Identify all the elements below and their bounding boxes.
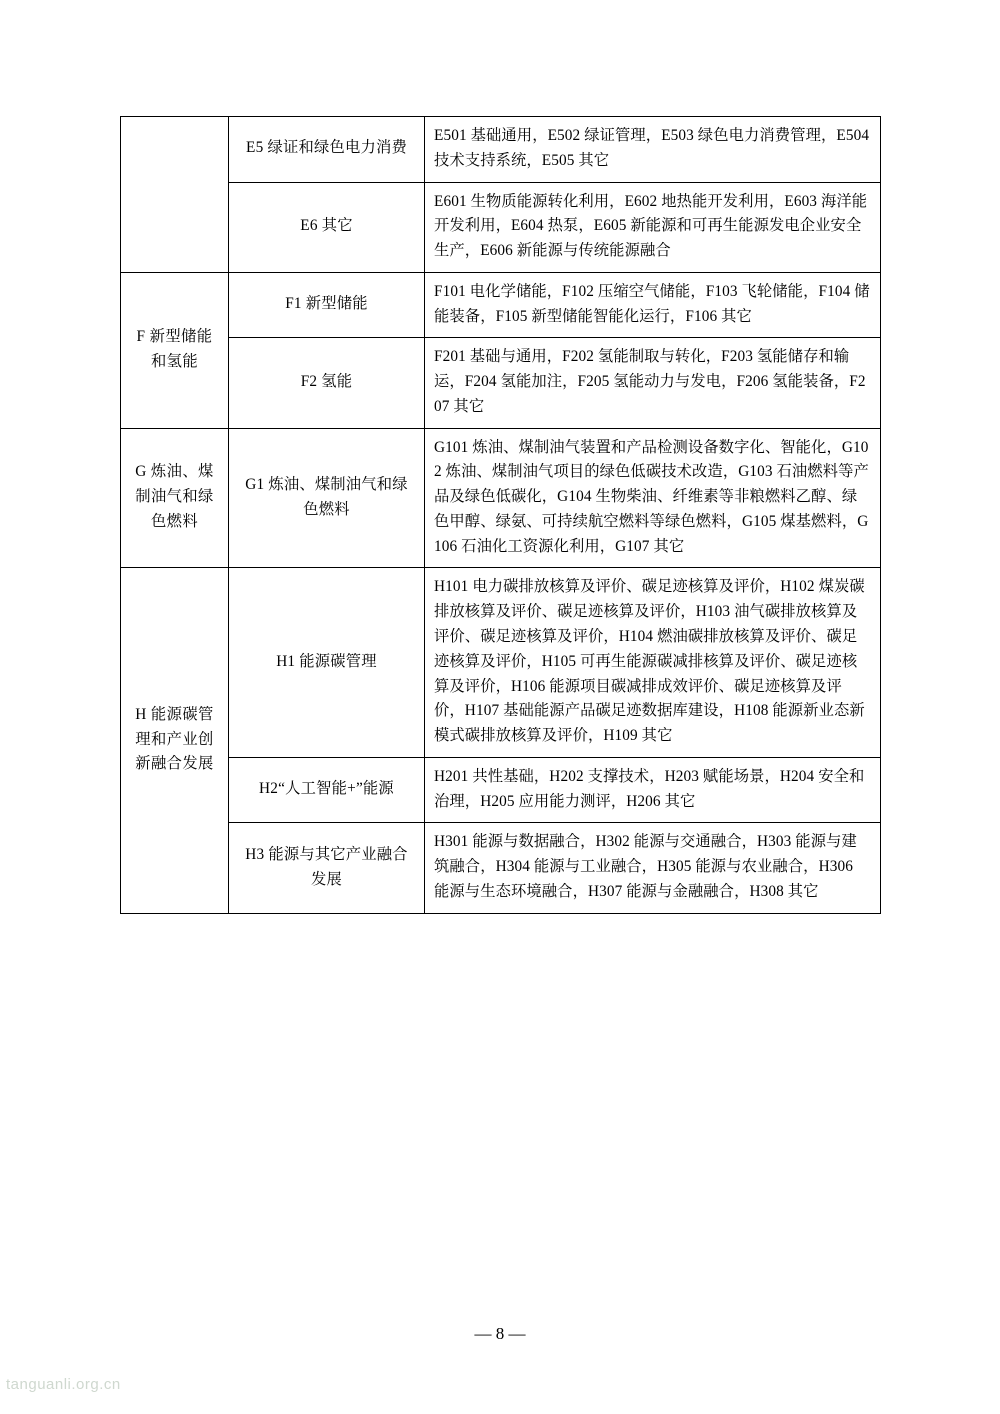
table-row	[121, 272, 881, 338]
items-cell-h3: H301 能源与数据融合，H302 能源与交通融合，H303 能源与建筑融合，H304 能源与工业融合，H305 能源与农业融合，H306 能源与生态环境融合，H307 能源与金融融合，H308 其它	[425, 823, 881, 913]
table-row	[121, 182, 881, 272]
subcategory-cell-f1: F1 新型储能	[229, 272, 425, 338]
category-cell-f: F 新型储能和氢能	[121, 272, 229, 428]
subcategory-cell-h3: H3 能源与其它产业融合发展	[229, 823, 425, 913]
table-row	[121, 338, 881, 428]
subcategory-cell-e5: E5 绿证和绿色电力消费	[229, 117, 425, 183]
table-row	[121, 428, 881, 568]
subcategory-cell-g1: G1 炼油、煤制油气和绿色燃料	[229, 428, 425, 568]
items-cell-e6: E601 生物质能源转化利用，E602 地热能开发利用，E603 海洋能开发利用，E604 热泵，E605 新能源和可再生能源发电企业安全生产，E606 新能源与传统能源融合	[425, 182, 881, 272]
items-cell-g1: G101 炼油、煤制油气装置和产品检测设备数字化、智能化，G102 炼油、煤制油气项目的绿色低碳技术改造，G103 石油燃料等产品及绿色低碳化，G104 生物柴油、纤维素等非粮燃料乙醇、绿色甲醇、绿氨、可持续航空燃料等绿色燃料，G105 煤基燃料，G106 石油化工资源化利用，G107 其它	[425, 428, 881, 568]
items-cell-e5: E501 基础通用，E502 绿证管理，E503 绿色电力消费管理，E504 技术支持系统，E505 其它	[425, 117, 881, 183]
page-number: — 8 —	[474, 1324, 526, 1343]
category-cell-g: G 炼油、煤制油气和绿色燃料	[121, 428, 229, 568]
items-cell-h2: H201 共性基础，H202 支撑技术，H203 赋能场景，H204 安全和治理，H205 应用能力测评，H206 其它	[425, 757, 881, 823]
items-cell-f1: F101 电化学储能，F102 压缩空气储能，F103 飞轮储能，F104 储能装备，F105 新型储能智能化运行，F106 其它	[425, 272, 881, 338]
category-cell-e	[121, 117, 229, 273]
table-row	[121, 568, 881, 757]
subcategory-cell-h1: H1 能源碳管理	[229, 568, 425, 757]
energy-standard-classification-table	[120, 116, 881, 914]
table-row	[121, 117, 881, 183]
subcategory-cell-f2: F2 氢能	[229, 338, 425, 428]
subcategory-cell-e6: E6 其它	[229, 182, 425, 272]
items-cell-h1: H101 电力碳排放核算及评价、碳足迹核算及评价，H102 煤炭碳排放核算及评价、碳足迹核算及评价，H103 油气碳排放核算及评价、碳足迹核算及评价，H104 燃油碳排放核算及评价、碳足迹核算及评价，H105 可再生能源碳减排核算及评价、碳足迹核算及评价，H106 能源项目碳减排成效评价、碳足迹核算及评价，H107 基础能源产品碳足迹数据库建设，H108 能源新业态新模式碳排放核算及评价，H109 其它	[425, 568, 881, 757]
watermark: tanguanli.org.cn	[6, 1376, 121, 1393]
category-cell-h: H 能源碳管理和产业创新融合发展	[121, 568, 229, 913]
table-row	[121, 823, 881, 913]
table-row	[121, 757, 881, 823]
items-cell-f2: F201 基础与通用，F202 氢能制取与转化，F203 氢能储存和输运，F204 氢能加注，F205 氢能动力与发电，F206 氢能装备，F207 其它	[425, 338, 881, 428]
subcategory-cell-h2: H2“人工智能+”能源	[229, 757, 425, 823]
